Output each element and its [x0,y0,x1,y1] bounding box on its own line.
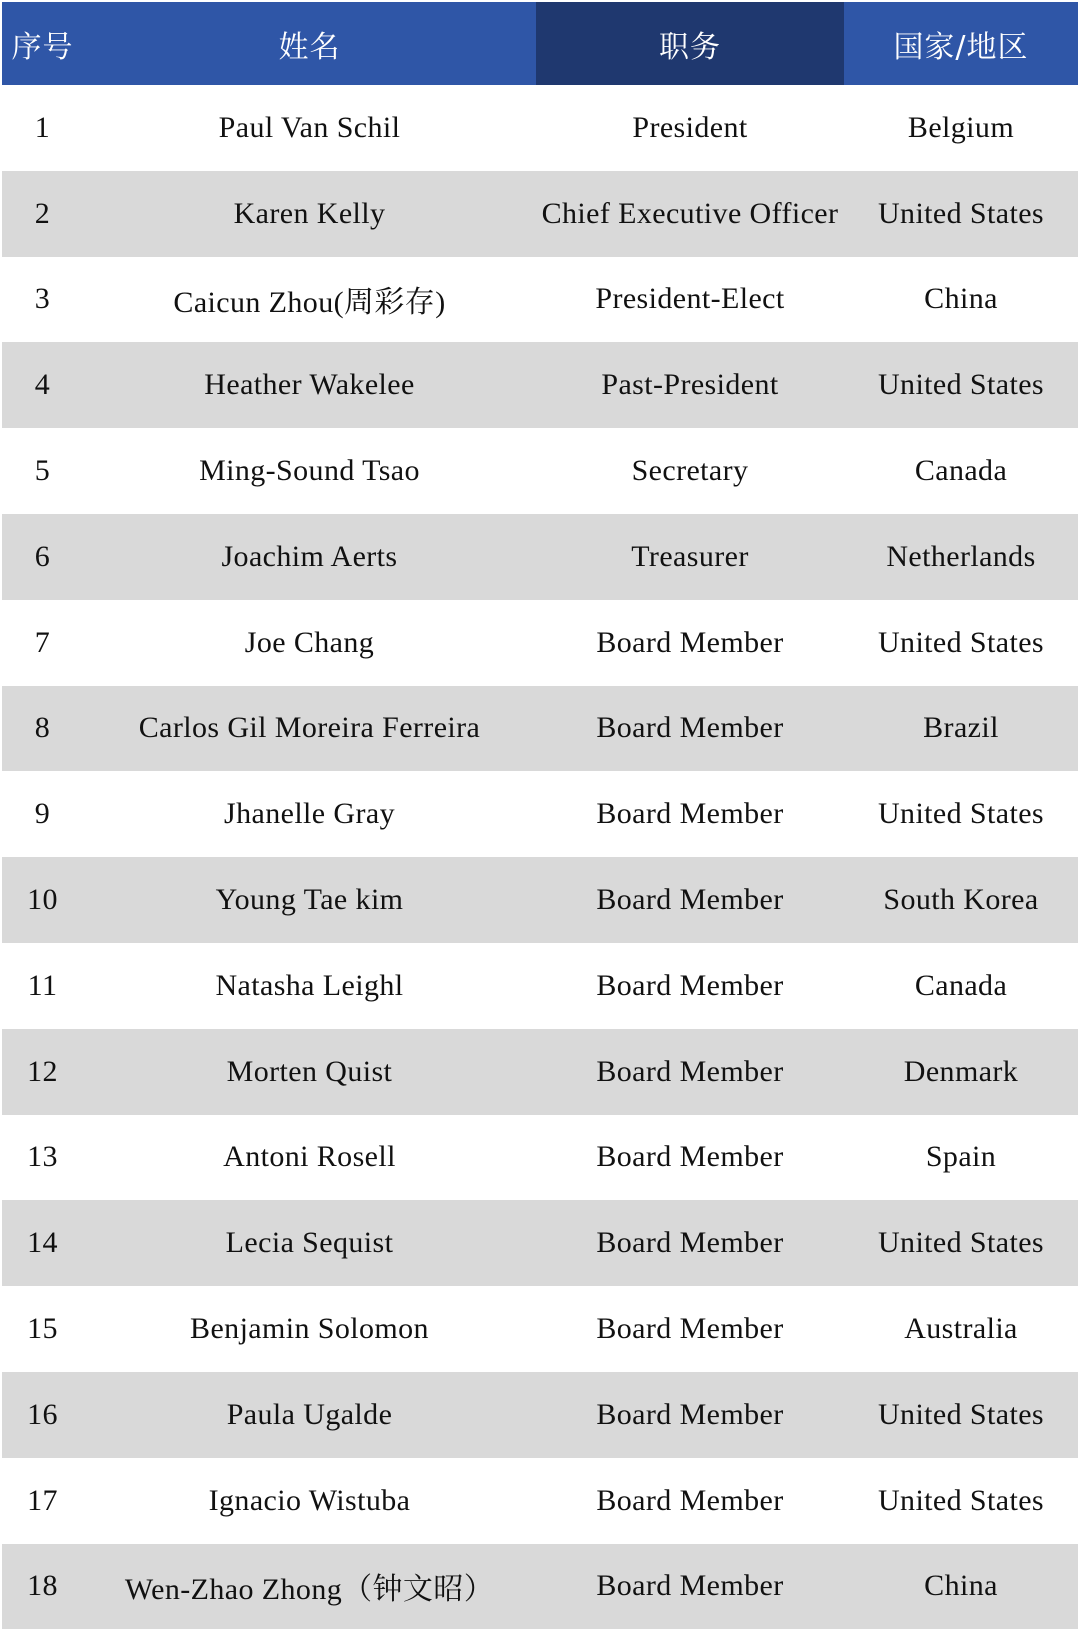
cell-name: Paula Ugalde [226,1397,393,1431]
cell-name: Heather Wakelee [204,368,415,402]
cell-country: United States [877,1483,1044,1517]
cell-country: China [924,282,998,316]
cell-role: Board Member [596,711,784,745]
header-number: 序号 [2,2,83,85]
table-row [2,85,1078,171]
cell-role: Chief Executive Officer [541,196,839,230]
board-members-table [2,2,1078,1629]
table-row [2,1458,1078,1544]
header-country: 国家/地区 [844,2,1078,85]
cell-country: Spain [925,1140,997,1174]
cell-role: Board Member [596,968,784,1002]
cell-country: United States [877,797,1044,831]
cell-name: Joe Chang [244,625,375,659]
cell-name: Morten Quist [226,1054,393,1088]
cell-name: Lecia Sequist [225,1226,394,1260]
cell-role: Board Member [596,1312,784,1346]
cell-number: 1 [34,110,51,144]
table-row [2,600,1078,686]
cell-country: United States [877,1397,1044,1431]
table-row [2,857,1078,943]
table-row [2,171,1078,257]
cell-number: 5 [34,454,51,488]
cell-role: Board Member [596,1569,784,1603]
cell-country: Denmark [903,1054,1019,1088]
cell-name: Caicun Zhou(周彩存) [173,286,446,320]
table-row [2,686,1078,772]
cell-name: Benjamin Solomon [190,1312,429,1346]
cell-name: Ignacio Wistuba [208,1483,411,1517]
cell-number: 13 [27,1140,58,1174]
cell-name: Carlos Gil Moreira Ferreira [138,711,481,745]
table-row [2,1372,1078,1458]
table-header-row [2,2,1078,85]
cell-number: 18 [27,1569,58,1603]
cell-number: 15 [27,1312,58,1346]
cell-role: Board Member [596,1226,784,1260]
cell-number: 2 [34,196,51,230]
cell-country: Canada [914,454,1008,488]
cell-country: United States [877,196,1044,230]
cell-number: 12 [27,1054,58,1088]
cell-country: United States [877,368,1044,402]
table-row [2,1544,1078,1630]
cell-role: Secretary [631,454,749,488]
cell-role: Treasurer [631,539,749,573]
cell-role: Board Member [596,1483,784,1517]
cell-role: Board Member [596,1397,784,1431]
cell-number: 11 [27,968,58,1002]
cell-number: 16 [27,1397,58,1431]
cell-number: 17 [27,1483,58,1517]
cell-number: 9 [34,797,51,831]
table-row [2,428,1078,514]
cell-country: United States [877,625,1044,659]
cell-name: Young Tae kim [215,883,404,917]
table-row [2,1200,1078,1286]
table-row [2,1286,1078,1372]
cell-number: 4 [34,368,51,402]
cell-number: 6 [34,539,51,573]
cell-country: Belgium [907,110,1015,144]
cell-name: Antoni Rosell [223,1140,396,1174]
table-row [2,943,1078,1029]
cell-name: Ming-Sound Tsao [199,454,420,488]
table-row [2,1029,1078,1115]
cell-name: Jhanelle Gray [224,797,395,831]
table-row [2,1115,1078,1201]
cell-name: Wen-Zhao Zhong（钟文昭） [124,1573,495,1607]
cell-number: 8 [34,711,51,745]
cell-name: Joachim Aerts [221,539,398,573]
cell-role: Board Member [596,797,784,831]
cell-role: Board Member [596,625,784,659]
cell-country: Netherlands [886,539,1036,573]
cell-number: 3 [34,282,51,316]
cell-number: 10 [27,883,58,917]
table-row [2,771,1078,857]
cell-role: President [632,110,748,144]
table-row [2,342,1078,428]
cell-country: Canada [914,968,1008,1002]
cell-role: Board Member [596,883,784,917]
cell-role: Past-President [601,368,779,402]
cell-role: Board Member [596,1054,784,1088]
cell-country: China [924,1569,998,1603]
cell-country: United States [877,1226,1044,1260]
cell-country: Australia [904,1312,1018,1346]
cell-name: Paul Van Schil [218,110,401,144]
cell-name: Natasha Leighl [215,968,404,1002]
cell-country: Brazil [923,711,999,745]
cell-name: Karen Kelly [233,196,386,230]
header-role: 职务 [536,2,844,85]
header-name: 姓名 [83,2,536,85]
cell-country: South Korea [883,883,1039,917]
cell-role: President-Elect [595,282,785,316]
table-body [2,85,1078,1629]
table-row [2,257,1078,343]
cell-number: 14 [27,1226,58,1260]
cell-role: Board Member [596,1140,784,1174]
table-row [2,514,1078,600]
cell-number: 7 [34,625,51,659]
